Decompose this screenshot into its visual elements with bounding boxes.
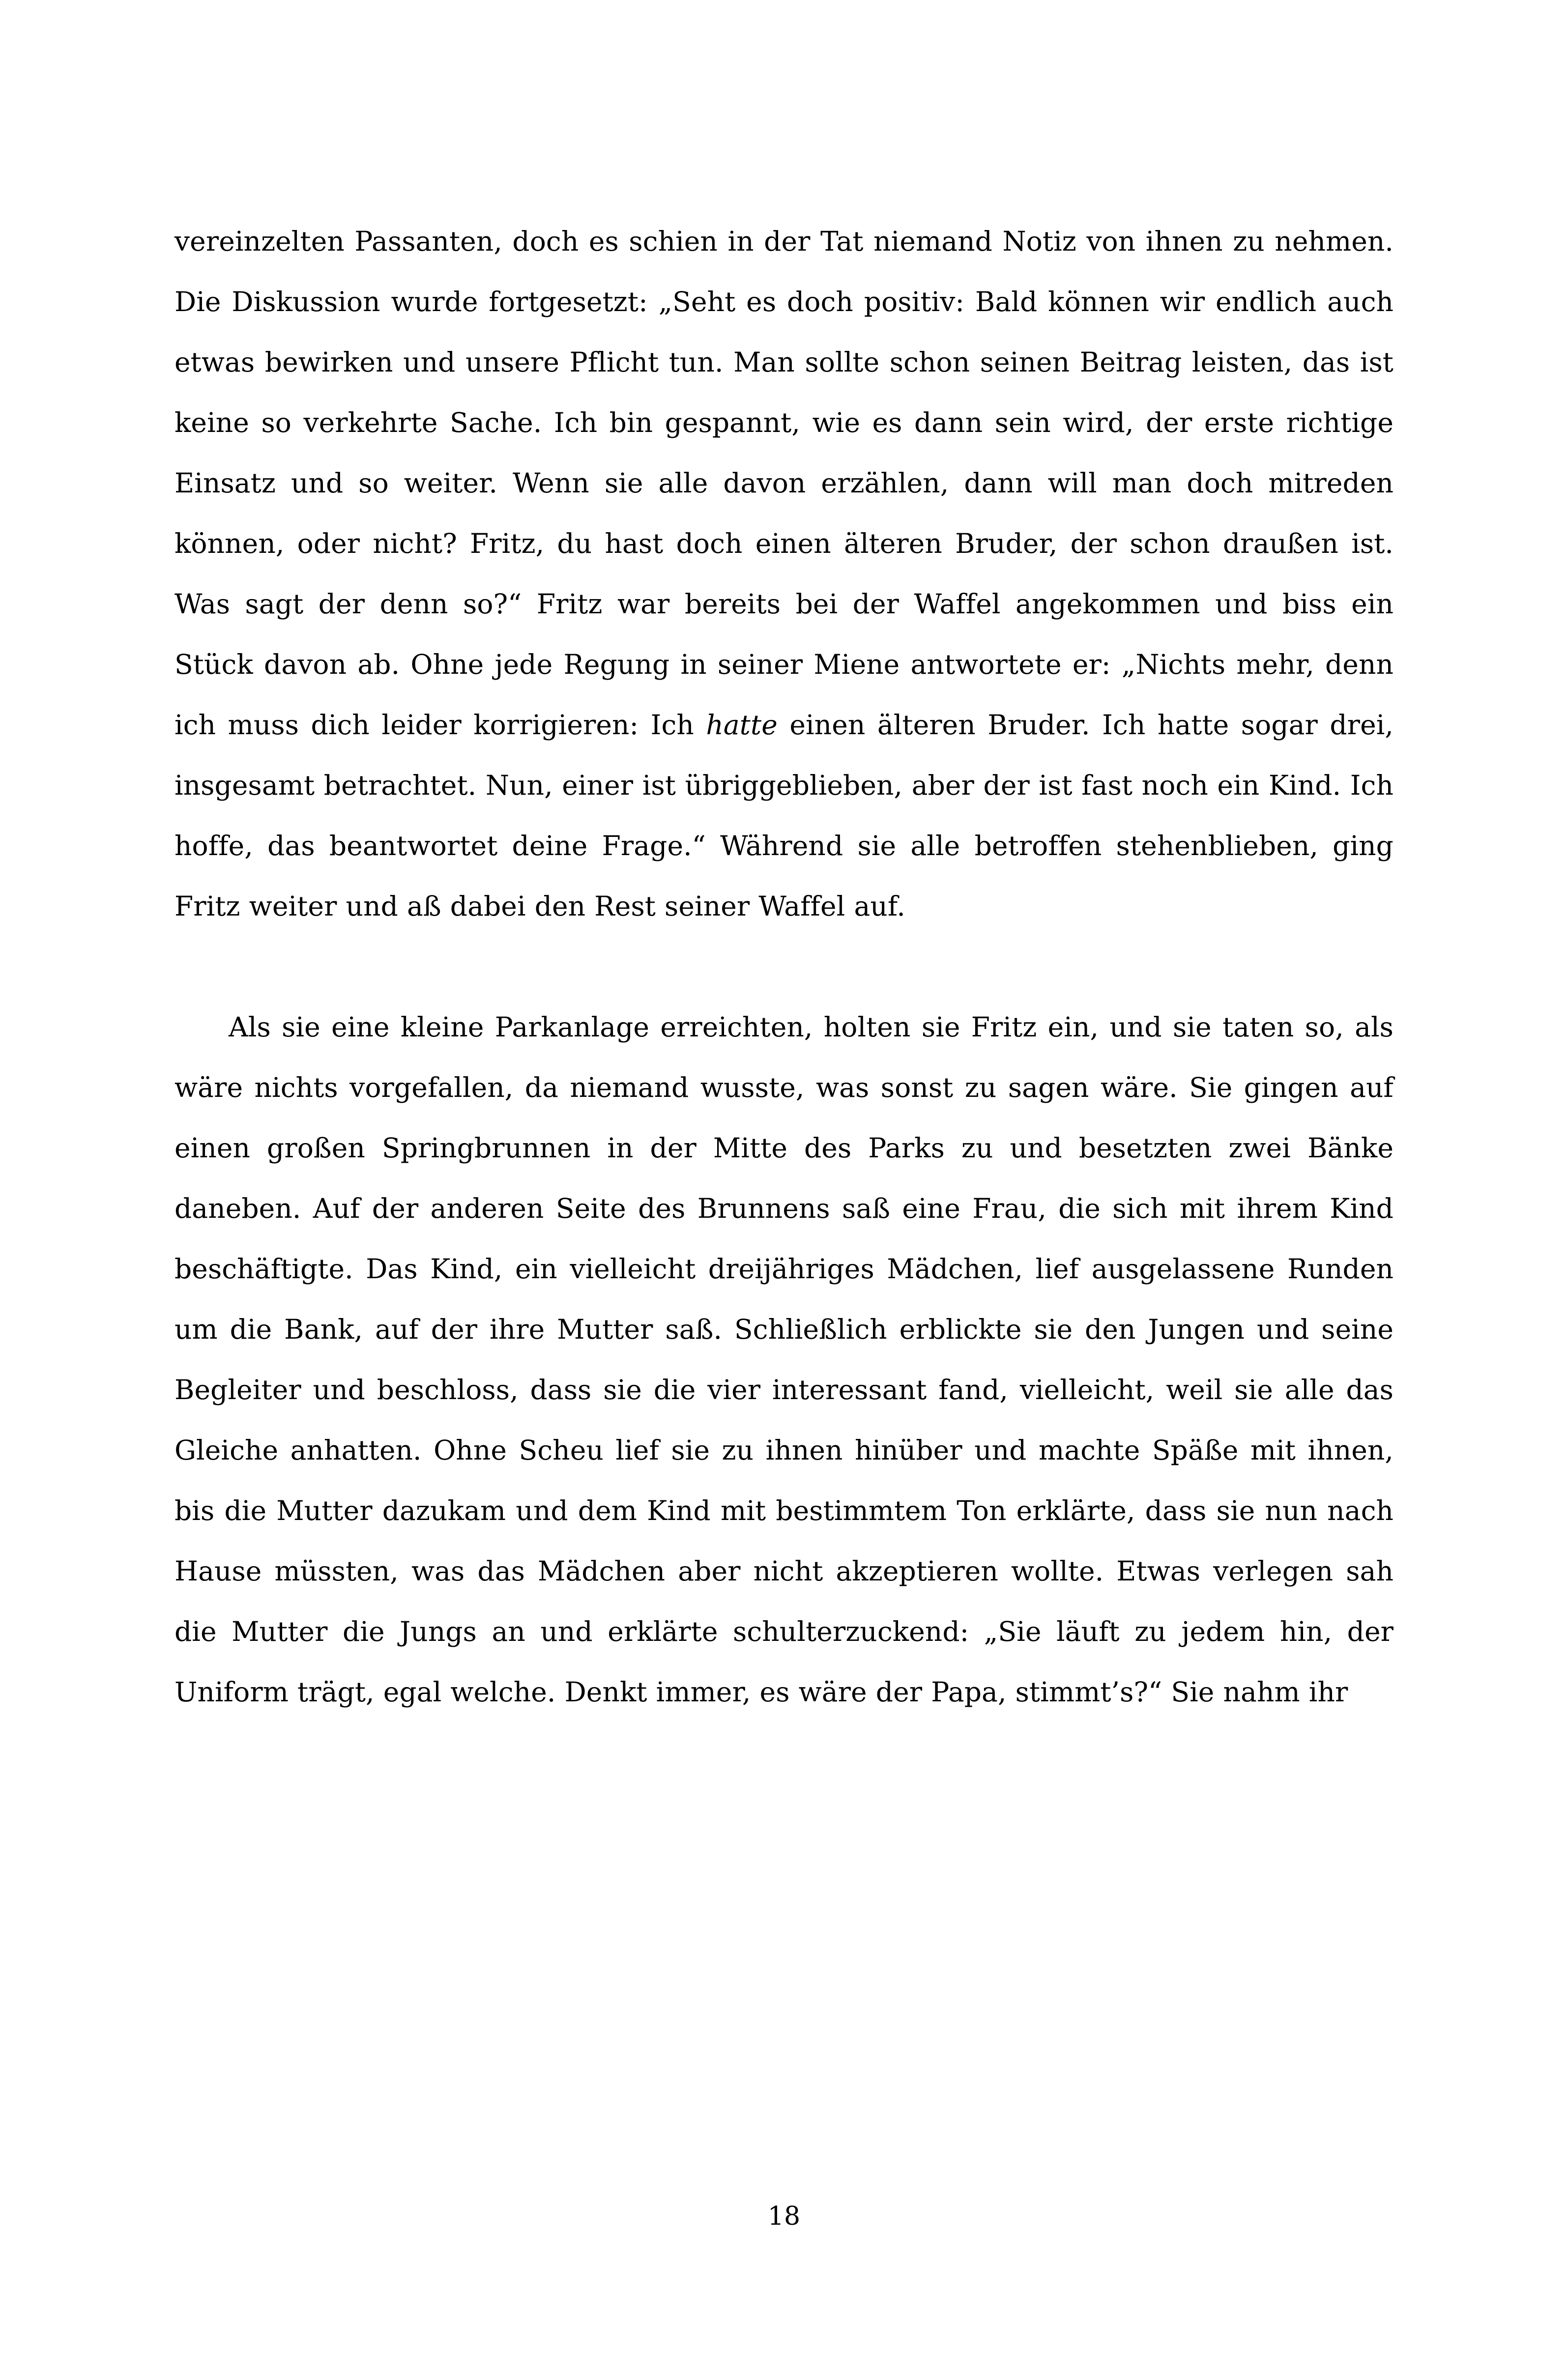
paragraph-2 bbox=[174, 997, 1394, 1722]
page-body-text bbox=[174, 211, 1394, 1722]
page-number: 18 bbox=[767, 2202, 801, 2231]
paragraph-1 bbox=[174, 211, 1394, 937]
paragraph-1-segment-3: einen älteren Bruder. Ich hatte sogar drei, insgesamt betrachtet. Nun, einer ist übriggeblieben, aber der ist fast noch ein Kind. Ich hoffe, das beantwortet deine Frage.“ Während sie alle betroffen stehenblieben, ging Fritz weiter und aß dabei den Rest seiner Waffel auf. bbox=[174, 709, 1394, 922]
paragraph-spacer bbox=[174, 937, 1394, 997]
paragraph-1-segment-1: vereinzelten Passanten, doch es schien in der Tat niemand Notiz von ihnen zu nehmen. Die Diskussion wurde fortgesetzt: „Seht es doch positiv: Bald können wir endlich auch etwas bewirken und unsere Pflicht tun. Man sollte schon seinen Beitrag leisten, das ist keine so verkehrte Sache. Ich bin gespannt, wie es dann sein wird, der erste richtige Einsatz und so weiter. Wenn sie alle davon erzählen, dann will man doch mitreden können, oder nicht? Fritz, du hast doch einen älteren Bruder, der schon draußen ist. Was sagt der denn so?“ Fritz war bereits bei der Waffel angekommen und biss ein Stück davon ab. Ohne jede Regung in seiner Miene antwortete er: „Nichts mehr, denn ich muss dich leider korrigieren: Ich bbox=[174, 226, 1394, 741]
paragraph-1-emphasis: hatte bbox=[706, 709, 778, 741]
paragraph-2-segment-1: Als sie eine kleine Parkanlage erreichten, holten sie Fritz ein, und sie taten so, als wäre nichts vorgefallen, da niemand wusste, was sonst zu sagen wäre. Sie gingen auf einen großen Springbrunnen in der Mitte des Parks zu und besetzten zwei Bänke daneben. Auf der anderen Seite des Brunnens saß eine Frau, die sich mit ihrem Kind beschäftigte. Das Kind, ein vielleicht dreijähriges Mädchen, lief ausgelassene Runden um die Bank, auf der ihre Mutter saß. Schließlich erblickte sie den Jungen und seine Begleiter und beschloss, dass sie die vier interessant fand, vielleicht, weil sie alle das Gleiche anhatten. Ohne Scheu lief sie zu ihnen hinüber und machte Späße mit ihnen, bis die Mutter dazukam und dem Kind mit bestimmtem Ton erklärte, dass sie nun nach Hause müssten, was das Mädchen aber nicht akzeptieren wollte. Etwas verlegen sah die Mutter die Jungs an und erklärte schulterzuckend: „Sie läuft zu jedem hin, der Uniform trägt, egal welche. Denkt immer, es wäre der Papa, stimmt’s?“ Sie nahm ihr bbox=[174, 1011, 1394, 1708]
